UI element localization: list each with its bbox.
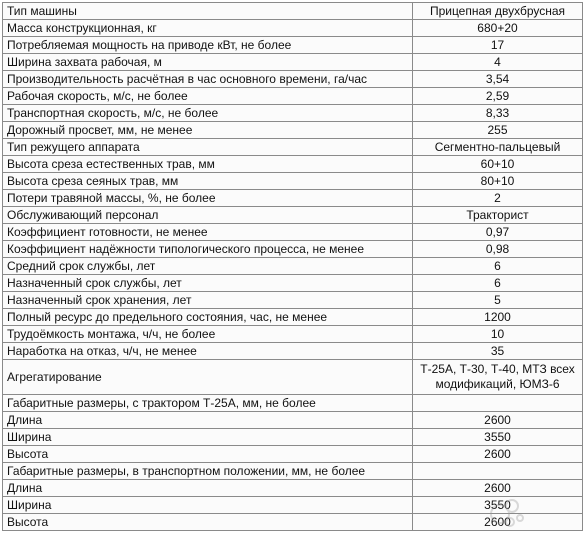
row-value: 1200 — [413, 309, 583, 326]
table-row — [3, 275, 583, 292]
row-label: Назначенный срок службы, лет — [3, 275, 413, 292]
row-label: Тип машины — [3, 3, 413, 20]
table-row — [3, 71, 583, 88]
row-label: Наработка на отказ, ч/ч, не менее — [3, 343, 413, 360]
row-label: Ширина — [3, 497, 413, 514]
row-value: 0,98 — [413, 241, 583, 258]
table-row — [3, 258, 583, 275]
row-value: 80+10 — [413, 173, 583, 190]
table-row — [3, 190, 583, 207]
row-value: 2600 — [413, 446, 583, 463]
row-value — [413, 463, 583, 480]
row-label: Потребляемая мощность на приводе кВт, не более — [3, 37, 413, 54]
row-label: Ширина захвата рабочая, м — [3, 54, 413, 71]
table-row — [3, 292, 583, 309]
table-row — [3, 20, 583, 37]
row-value: 3550 — [413, 497, 583, 514]
row-label: Обслуживающий персонал — [3, 207, 413, 224]
row-value: 17 — [413, 37, 583, 54]
row-label: Коэффициент надёжности типологического процесса, не менее — [3, 241, 413, 258]
row-value: 35 — [413, 343, 583, 360]
row-value: Прицепная двухбрусная — [413, 3, 583, 20]
table-row — [3, 139, 583, 156]
row-label: Высота — [3, 514, 413, 531]
table-row — [3, 395, 583, 412]
table-row — [3, 343, 583, 360]
table-row — [3, 54, 583, 71]
row-label: Длина — [3, 412, 413, 429]
row-label: Трудоёмкость монтажа, ч/ч, не более — [3, 326, 413, 343]
row-label: Длина — [3, 480, 413, 497]
spec-table — [2, 2, 583, 531]
row-label: Агрегатирование — [3, 360, 413, 395]
row-value: 4 — [413, 54, 583, 71]
table-row — [3, 429, 583, 446]
row-label: Масса конструкционная, кг — [3, 20, 413, 37]
row-value: 3550 — [413, 429, 583, 446]
row-label: Назначенный срок хранения, лет — [3, 292, 413, 309]
row-value: 0,97 — [413, 224, 583, 241]
row-label: Полный ресурс до предельного состояния, час, не менее — [3, 309, 413, 326]
table-row — [3, 122, 583, 139]
row-label: Высота среза сеяных трав, мм — [3, 173, 413, 190]
spec-sheet — [2, 2, 582, 531]
table-row — [3, 156, 583, 173]
row-label: Габаритные размеры, с трактором Т-25А, мм, не более — [3, 395, 413, 412]
row-value: 2 — [413, 190, 583, 207]
table-row — [3, 173, 583, 190]
row-value: 8,33 — [413, 105, 583, 122]
row-value: 6 — [413, 275, 583, 292]
row-value: 6 — [413, 258, 583, 275]
row-label: Ширина — [3, 429, 413, 446]
row-value: 2600 — [413, 514, 583, 531]
row-label: Производительность расчётная в час основного времени, га/час — [3, 71, 413, 88]
table-row — [3, 88, 583, 105]
row-value: 10 — [413, 326, 583, 343]
table-row — [3, 412, 583, 429]
row-label: Потери травяной массы, %, не более — [3, 190, 413, 207]
row-value — [413, 395, 583, 412]
row-label: Средний срок службы, лет — [3, 258, 413, 275]
row-label: Тип режущего аппарата — [3, 139, 413, 156]
row-value: 2600 — [413, 480, 583, 497]
row-label: Рабочая скорость, м/с, не более — [3, 88, 413, 105]
spec-table-body — [3, 3, 583, 531]
row-label: Дорожный просвет, мм, не менее — [3, 122, 413, 139]
row-value: 5 — [413, 292, 583, 309]
row-label: Коэффициент готовности, не менее — [3, 224, 413, 241]
row-value: 3,54 — [413, 71, 583, 88]
row-label: Высота среза естественных трав, мм — [3, 156, 413, 173]
row-value: 60+10 — [413, 156, 583, 173]
table-row — [3, 207, 583, 224]
table-row — [3, 326, 583, 343]
row-value: Т-25А, Т-30, Т-40, МТЗ всех модификаций, ЮМЗ-6 — [413, 360, 583, 395]
table-row — [3, 360, 583, 395]
row-label: Высота — [3, 446, 413, 463]
row-value: 2,59 — [413, 88, 583, 105]
row-label: Габаритные размеры, в транспортном положении, мм, не более — [3, 463, 413, 480]
row-label: Транспортная скорость, м/с, не более — [3, 105, 413, 122]
row-value: 2600 — [413, 412, 583, 429]
row-value: Тракторист — [413, 207, 583, 224]
table-row — [3, 241, 583, 258]
row-value: 255 — [413, 122, 583, 139]
table-row — [3, 463, 583, 480]
table-row — [3, 3, 583, 20]
table-row — [3, 309, 583, 326]
table-row — [3, 224, 583, 241]
row-value: Сегментно-пальцевый — [413, 139, 583, 156]
table-row — [3, 497, 583, 514]
row-value: 680+20 — [413, 20, 583, 37]
table-row — [3, 37, 583, 54]
table-row — [3, 514, 583, 531]
table-row — [3, 446, 583, 463]
table-row — [3, 105, 583, 122]
table-row — [3, 480, 583, 497]
